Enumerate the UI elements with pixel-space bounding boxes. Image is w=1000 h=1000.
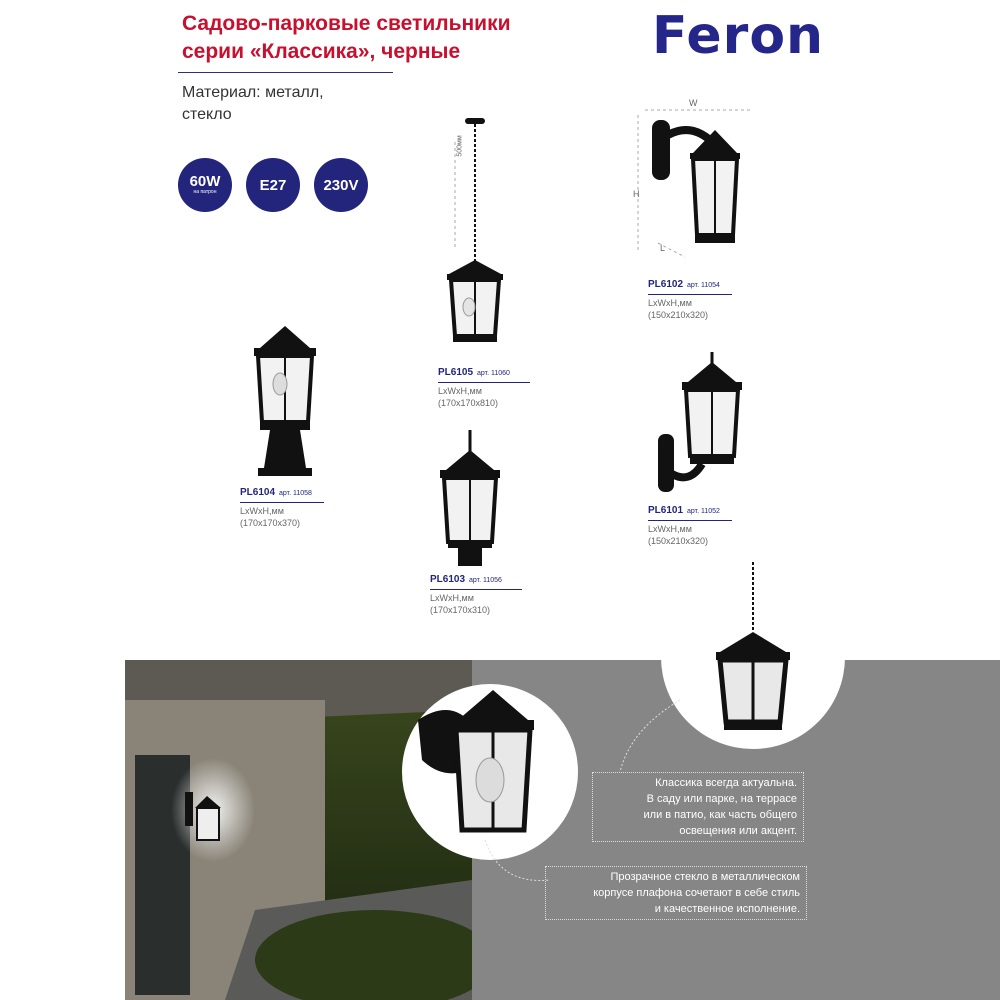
dimensions-caption: LxWxH,мм: [240, 506, 284, 516]
pendant-lamp-pl6105: [425, 112, 525, 362]
pillar-lamp-pl6104: [240, 322, 330, 482]
product-label-pl6103: [430, 573, 522, 616]
model-name: PL6102: [648, 279, 684, 290]
material-line-1: Материал: металл,: [182, 84, 324, 101]
article-number: арт. 11052: [687, 508, 720, 515]
voltage-badge: [314, 158, 368, 212]
material-text: [182, 82, 382, 126]
dimensions-value: (170x170x310): [430, 605, 491, 615]
callout-line: Классика всегда актуальна.: [655, 777, 797, 789]
article-number: арт. 11056: [469, 577, 502, 584]
dimensions-caption: LxWxH,мм: [648, 524, 692, 534]
callout-line: или в патио, как часть общего: [643, 809, 797, 821]
title-line-1: Садово-парковые светильники: [182, 12, 511, 35]
chain-length-label: 500мм: [456, 135, 464, 157]
dimensions-value: (170x170x370): [240, 518, 301, 528]
dimensions-value: (150x210x320): [648, 536, 709, 546]
wattage-note: на патрон: [193, 189, 217, 195]
length-dimension-label: L: [660, 243, 666, 253]
article-number: арт. 11054: [687, 282, 720, 289]
callout-line: освещения или акцент.: [679, 825, 797, 837]
article-number: арт. 11060: [477, 370, 510, 377]
model-name: PL6103: [430, 574, 466, 585]
model-name: PL6101: [648, 505, 684, 516]
socket-value: E27: [259, 176, 287, 194]
callout-line: В саду или парке, на террасе: [646, 793, 797, 805]
dimensions-caption: LxWxH,мм: [430, 593, 474, 603]
page-title: [182, 10, 602, 66]
model-name: PL6105: [438, 367, 474, 378]
dimensions-value: (170x170x810): [438, 398, 499, 408]
dimensions-caption: LxWxH,мм: [438, 386, 482, 396]
dimensions-value: (150x210x320): [648, 310, 709, 320]
callout-classic-description: [592, 772, 804, 842]
label-divider: [438, 382, 530, 383]
post-top-lamp-pl6103: [430, 430, 510, 570]
label-divider: [648, 520, 732, 521]
height-dimension-label: H: [633, 189, 640, 199]
callout-line: корпусе плафона сочетают в себе стиль: [593, 887, 800, 899]
article-number: арт. 11058: [279, 490, 312, 497]
label-divider: [240, 502, 324, 503]
socket-badge: [246, 158, 300, 212]
dimensions-caption: LxWxH,мм: [648, 298, 692, 308]
callout-line: и качественное исполнение.: [654, 903, 800, 915]
product-label-pl6105: [438, 366, 530, 409]
product-label-pl6101: [648, 504, 732, 547]
wall-lamp-pl6102: [630, 95, 760, 265]
model-name: PL6104: [240, 487, 276, 498]
product-label-pl6104: [240, 486, 324, 529]
callout-line: Прозрачное стекло в металлическом: [610, 871, 800, 883]
title-divider: [178, 72, 393, 73]
wall-lamp-pl6101: [650, 350, 760, 500]
title-line-2: серии «Классика», черные: [182, 40, 461, 63]
material-line-2: стекло: [182, 106, 232, 123]
brand-logo: Feron: [652, 6, 825, 66]
width-dimension-label: W: [689, 98, 698, 108]
product-label-pl6102: [648, 278, 732, 321]
wattage-value: 60W: [189, 173, 221, 190]
label-divider: [648, 294, 732, 295]
callout-glass-description: [545, 866, 807, 920]
label-divider: [430, 589, 522, 590]
voltage-value: 230V: [323, 176, 359, 194]
wattage-badge: [178, 158, 232, 212]
